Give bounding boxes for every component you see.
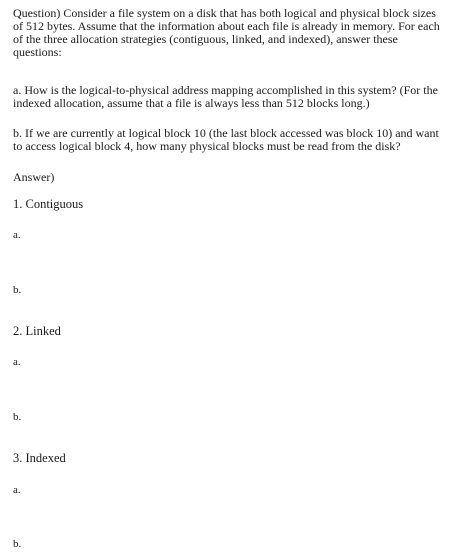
question-line-1: Question) Consider a file system on a disk that has both logical and physical block sizes — [13, 6, 436, 20]
question-line-3: of the three allocation strategies (contiguous, linked, and indexed), answer these — [13, 32, 398, 46]
section-title-indexed: 3. Indexed — [13, 451, 66, 465]
section-title-contiguous: 1. Contiguous — [13, 197, 84, 211]
linked-answer-a-label: a. — [13, 356, 21, 368]
part-b-line-2: to access logical block 4, how many physical blocks must be read from the disk? — [13, 139, 401, 153]
part-a-line-2: indexed allocation, assume that a file is always less than 512 blocks long.) — [13, 96, 370, 110]
contiguous-answer-b-label: b. — [13, 284, 22, 296]
linked-answer-b-label: b. — [13, 411, 22, 423]
answer-heading: Answer) — [13, 170, 55, 184]
question-line-4: questions: — [13, 45, 62, 59]
indexed-answer-b-label: b. — [13, 538, 22, 550]
section-title-linked: 2. Linked — [13, 324, 61, 338]
contiguous-answer-a-label: a. — [13, 229, 21, 241]
part-a-line-1: a. How is the logical-to-physical address mapping accomplished in this system? (For the — [13, 83, 438, 97]
indexed-answer-a-label: a. — [13, 484, 21, 496]
part-b-line-1: b. If we are currently at logical block 10 (the last block accessed was block 10) and want — [13, 126, 439, 140]
question-line-2: of 512 bytes. Assume that the information about each file is already in memory. For each — [13, 19, 440, 33]
